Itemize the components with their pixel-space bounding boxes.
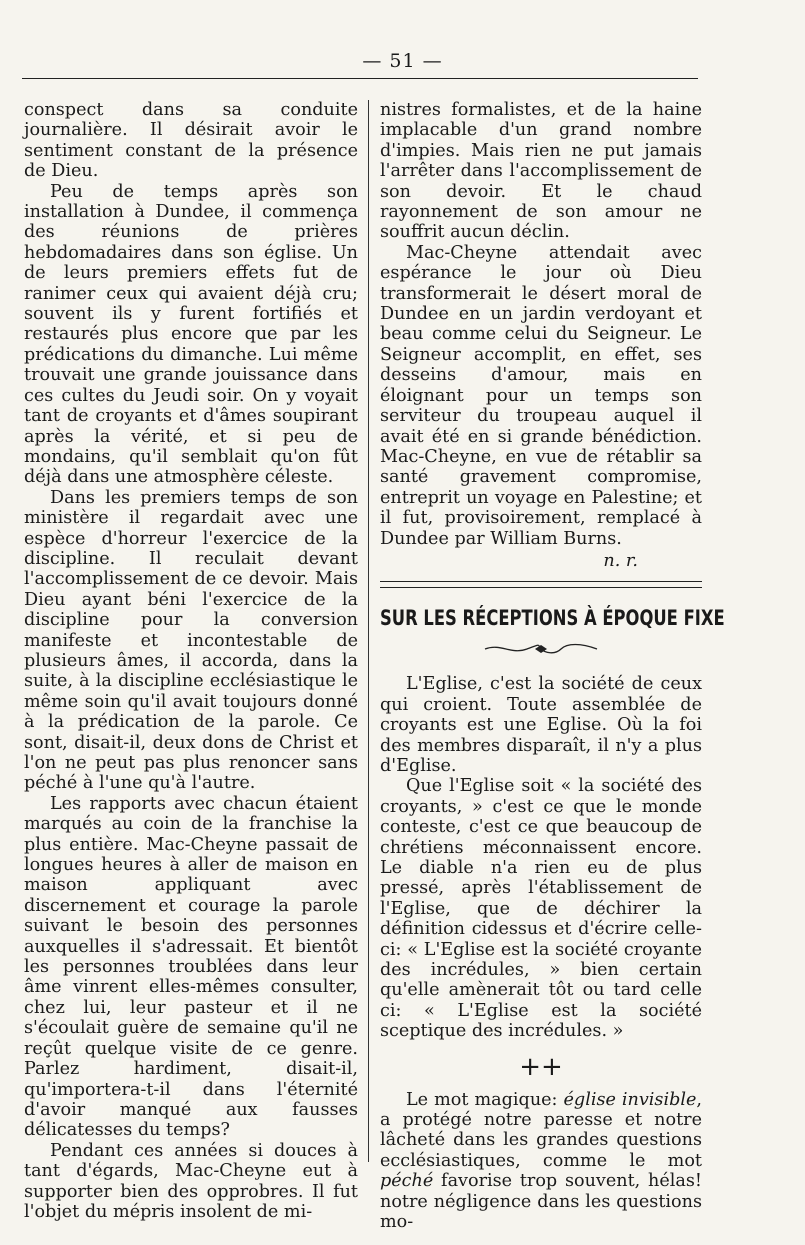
paragraph-3-middle: , a protégé notre paresse et notre lâcheté dans les grandes questions ecclésiastiques, comme le mot <box>380 1089 702 1171</box>
left-column <box>24 100 358 1222</box>
right-paragraph-1: nistres formalistes, et de la haine implacable d'un grand nombre d'impies. Mais rien ne put jamais l'arrêter dans l'accomplissement de son devoir. Et le chaud rayonnement de son amour ne souffrit aucun déclin. <box>380 100 702 243</box>
left-paragraph-3: Dans les premiers temps de son ministère il regardait avec une espèce d'horreur l'exercice de la discipline. Il reculait devant l'accomplissement de ce devoir. Mais Dieu ayant béni l'exercice de la discipline pour la conversion manifeste et incontestable de plusieurs âmes, il accorda, dans la suite, à la discipline ecclésiastique le même soin qu'il avait toujours donné à la prédication de la parole. Ce sont, disait-il, deux dons de Christ et l'on ne peut pas plus renoncer sans péché à l'une qu'à l'autre. <box>24 487 358 794</box>
section-paragraph-2: Que l'Eglise soit « la société des croyants, » c'est ce que le monde conteste, c'est ce que beaucoup de chrétiens méconnaissent encore. Le diable n'a rien eu de plus pressé, après l'établissement de l'Eglise, que de déchirer la définition cidessus et d'écrire celle-ci: « L'Eglise est la société croyante des incrédules, » bien certain qu'elle amènerait tôt ou tard celle ci: « L'Eglise est la société sceptique des incrédules. » <box>380 776 702 1042</box>
emphasis-peche: péché <box>380 1171 434 1192</box>
emphasis-eglise-invisible: église invisible <box>563 1089 697 1110</box>
left-paragraph-1: conspect dans sa conduite journalière. Il désirait avoir le sentiment constant de la présence de Dieu. <box>24 100 358 182</box>
section-title: SUR LES RÉCEPTIONS À ÉPOQUE FIXE <box>380 606 725 631</box>
section-paragraph-1: L'Eglise, c'est la société de ceux qui croient. Toute assemblée de croyants est une Eglise. Où la foi des membres disparaît, il n'y a plus d'Eglise. <box>380 674 702 776</box>
section-paragraph-3 <box>380 1090 702 1233</box>
left-paragraph-2: Peu de temps après son installation à Dundee, il commença des réunions de prières hebdomadaires dans son église. Un de leurs premiers effets fut de ranimer ceux qui avaient déjà cru; souvent ils y furent fortifiés et restaurés plus encore que par les prédications du dimanche. Lui même trouvait une grande jouissance dans ces cultes du Jeudi soir. On y voyait tant de croyants et d'âmes soupirant après la vérité, et si peu de mondains, qu'il semblait qu'on fût déjà dans une atmosphère céleste. <box>24 181 358 488</box>
right-column <box>380 100 725 1233</box>
page-number: — 51 — <box>362 50 443 72</box>
signature: n. r. <box>603 550 638 571</box>
paragraph-3-end: favorise trop souvent, hélas! notre négligence dans les questions mo- <box>380 1171 702 1233</box>
right-paragraph-2: Mac-Cheyne attendait avec espérance le jour où Dieu transformerait le désert moral de Dundee en un jardin verdoyant et beau comme celui du Seigneur. Le Seigneur accomplit, en effet, ses desseins d'amour, mais en éloignant pour un temps son serviteur du troupeau auquel il avait été en si grande bénédiction. Mac-Cheyne, en vue de rétablir sa santé gravement compromise, entreprit un voyage en Palestine; et il fut, provisoirement, remplacé à Dundee par William Burns. <box>380 242 702 549</box>
left-paragraph-4: Les rapports avec chacun étaient marqués au coin de la franchise la plus entière. Mac-Cheyne passait de longues heures à aller de maison en maison appliquant avec discernement et courage la parole suivant le besoin des personnes auxquelles il s'adressait. Et bientôt les personnes troublées dans leur âme vinrent elles-mêmes consulter, chez lui, leur pasteur et il ne s'écoulait guère de semaine qu'il ne reçût quelque visite de ce genre. Parlez hardiment, disait-il, qu'importera-t-il dans l'éternité d'avoir manqué aux fausses délicatesses du temps? <box>24 793 358 1141</box>
paragraph-3-start: Le mot magique: <box>406 1089 564 1110</box>
left-paragraph-5: Pendant ces années si douces à tant d'égards, Mac-Cheyne eut à supporter bien des opprobres. Il fut l'objet du mépris insolent de mi- <box>24 1140 358 1222</box>
column-divider <box>368 100 369 1162</box>
header-rule <box>22 78 698 79</box>
ornament-flourish-icon <box>380 640 702 652</box>
section-rule <box>380 581 702 588</box>
crosses-separator: ++ <box>519 1051 563 1082</box>
